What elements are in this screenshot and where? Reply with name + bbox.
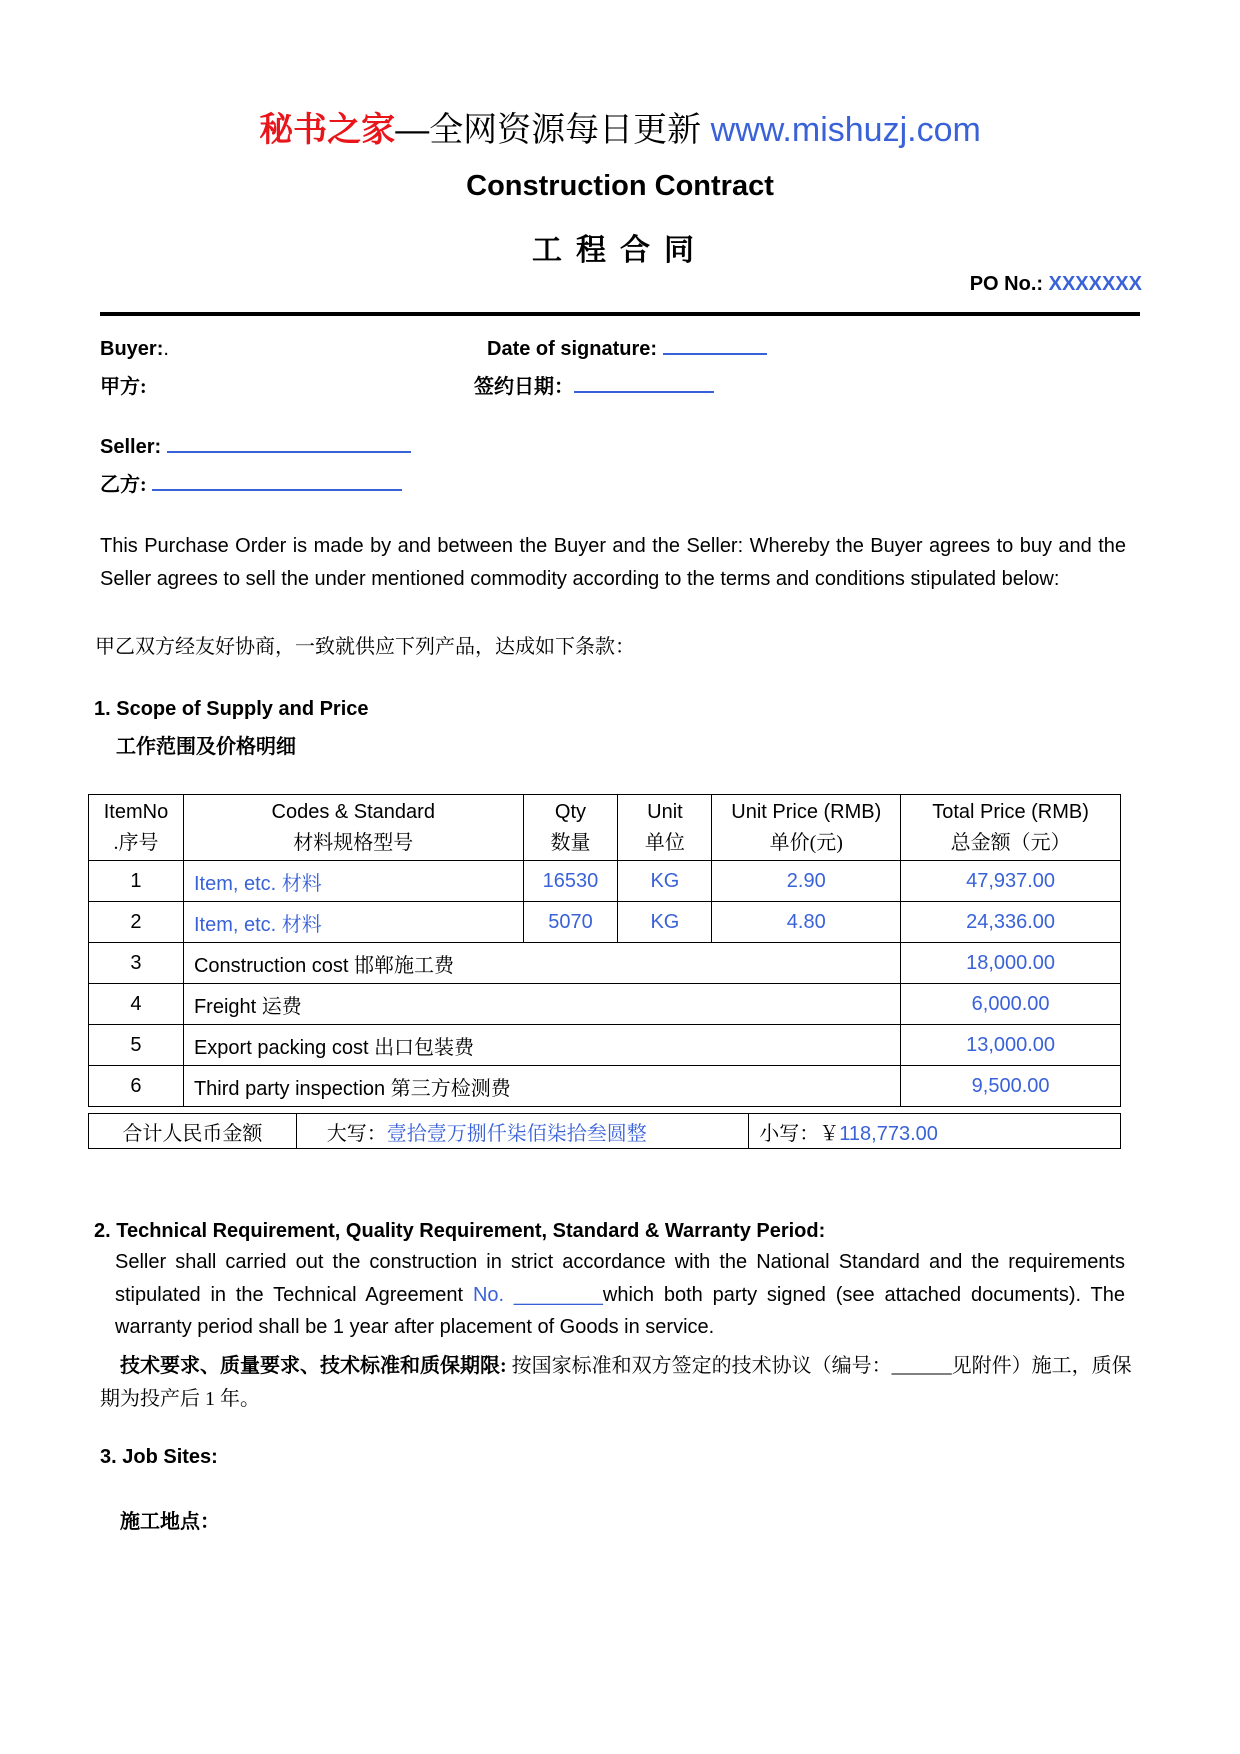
cell-description: Item, etc. 材料: [183, 861, 523, 902]
po-number: [970, 273, 1142, 296]
seller-field-en: [100, 436, 411, 459]
intro-paragraph-en: This Purchase Order is made by and between the Buyer and the Seller: Whereby the Buyer agrees to buy and the Seller agrees to sell the under mentioned commodity according to the terms and conditions stipulated below:: [100, 535, 1126, 590]
cell-unit-price: 2.90: [712, 861, 901, 902]
col-header-qty: Qty 数量: [523, 795, 618, 861]
date-field-cn: [474, 370, 714, 399]
document-title-cn: 工程合同: [532, 234, 708, 267]
intro-paragraph-cn: 甲乙双方经友好协商，一致就供应下列产品，达成如下条款：: [95, 636, 635, 658]
table-row: [89, 943, 1121, 984]
section1-title-cn: 工作范围及价格明细: [116, 736, 296, 758]
seller-label-cn: 乙方:: [100, 474, 147, 496]
cell-item-no: 3: [89, 943, 184, 984]
header-banner: [0, 102, 1240, 151]
cell-total: 47,937.00: [901, 861, 1121, 902]
total-row: [89, 1114, 1121, 1149]
cell-unit: KG: [618, 861, 712, 902]
cell-total: 9,500.00: [901, 1066, 1121, 1107]
total-in-words: 大写：壹拾壹万捌仟柒佰柒拾叁圆整: [296, 1114, 749, 1149]
cell-item-no: 1: [89, 861, 184, 902]
cell-description: Third party inspection 第三方检测费: [183, 1066, 900, 1107]
seller-label: Seller:: [100, 436, 162, 458]
cell-description: Item, etc. 材料: [183, 902, 523, 943]
cell-item-no: 6: [89, 1066, 184, 1107]
cell-total: 18,000.00: [901, 943, 1121, 984]
buyer-value: .: [163, 338, 169, 360]
col-header-unit-price: Unit Price (RMB) 单价(元): [712, 795, 901, 861]
cell-qty: 16530: [523, 861, 618, 902]
banner-tagline: —全网资源每日更新: [395, 111, 711, 149]
buyer-field-cn: 甲方:: [100, 376, 147, 398]
date-blank[interactable]: [663, 353, 767, 355]
date-field-en: [487, 338, 767, 361]
cell-item-no: 2: [89, 902, 184, 943]
buyer-label: Buyer:: [100, 338, 164, 360]
section2-paragraph-cn: 技术要求、质量要求、技术标准和质保期限: 按国家标准和双方签定的技术协议（编号：______见附件）施工，质保期为投产后 1 年。: [100, 1355, 1132, 1410]
cell-total: 24,336.00: [901, 902, 1121, 943]
table-row: [89, 984, 1121, 1025]
agreement-number-blank[interactable]: No. ________: [472, 1283, 603, 1306]
cell-item-no: 5: [89, 1025, 184, 1066]
table-header-row: [89, 795, 1121, 861]
section1-title-en: 1. Scope of Supply and Price: [94, 698, 369, 720]
cell-item-no: 4: [89, 984, 184, 1025]
scope-price-table: [88, 794, 1121, 1107]
cell-unit: KG: [618, 902, 712, 943]
col-header-total-price: Total Price (RMB) 总金额（元）: [901, 795, 1121, 861]
seller-blank-cn[interactable]: [152, 489, 402, 491]
cell-description: Construction cost 邯郸施工费: [183, 943, 900, 984]
cell-total: 6,000.00: [901, 984, 1121, 1025]
table-row: [89, 861, 1121, 902]
total-in-figures: 小写：￥118,773.00: [749, 1114, 1121, 1149]
section3-title-cn: 施工地点：: [120, 1511, 220, 1533]
banner-url[interactable]: www.mishuzj.com: [710, 111, 981, 149]
po-value: XXXXXXX: [1048, 273, 1142, 295]
header-rule: [100, 312, 1140, 316]
table-row: [89, 1066, 1121, 1107]
cell-qty: 5070: [523, 902, 618, 943]
date-blank-cn[interactable]: [574, 391, 714, 393]
col-header-unit: Unit 单位: [618, 795, 712, 861]
seller-blank[interactable]: [167, 451, 411, 453]
section2-title: 2. Technical Requirement, Quality Requirement, Standard & Warranty Period:: [94, 1220, 826, 1242]
col-header-item: ItemNo .序号: [89, 795, 184, 861]
section2-paragraph-en: Seller shall carried out the construction in strict accordance with the National Standard and the requirements stipulated in the Technical Agreement No. ________which both party signed (see attached documents). The warranty period shall be 1 year after placement of Goods in service.: [115, 1251, 1126, 1338]
cell-unit-price: 4.80: [712, 902, 901, 943]
total-label: 合计人民币金额: [89, 1114, 297, 1149]
document-title-en: Construction Contract: [466, 170, 774, 202]
brand-name: 秘书之家: [259, 111, 396, 149]
total-amount-table: [88, 1113, 1121, 1149]
seller-field-cn: [100, 468, 402, 497]
date-label: Date of signature:: [487, 338, 658, 360]
table-row: [89, 902, 1121, 943]
cell-description: Export packing cost 出口包装费: [183, 1025, 900, 1066]
po-label: PO No.:: [969, 273, 1044, 295]
date-label-cn: 签约日期：: [474, 376, 574, 398]
cell-total: 13,000.00: [901, 1025, 1121, 1066]
section3-title-en: 3. Job Sites:: [100, 1446, 218, 1468]
buyer-field-en: [100, 338, 169, 361]
table-row: [89, 1025, 1121, 1066]
col-header-codes: Codes & Standard 材料规格型号: [183, 795, 523, 861]
cell-description: Freight 运费: [183, 984, 900, 1025]
